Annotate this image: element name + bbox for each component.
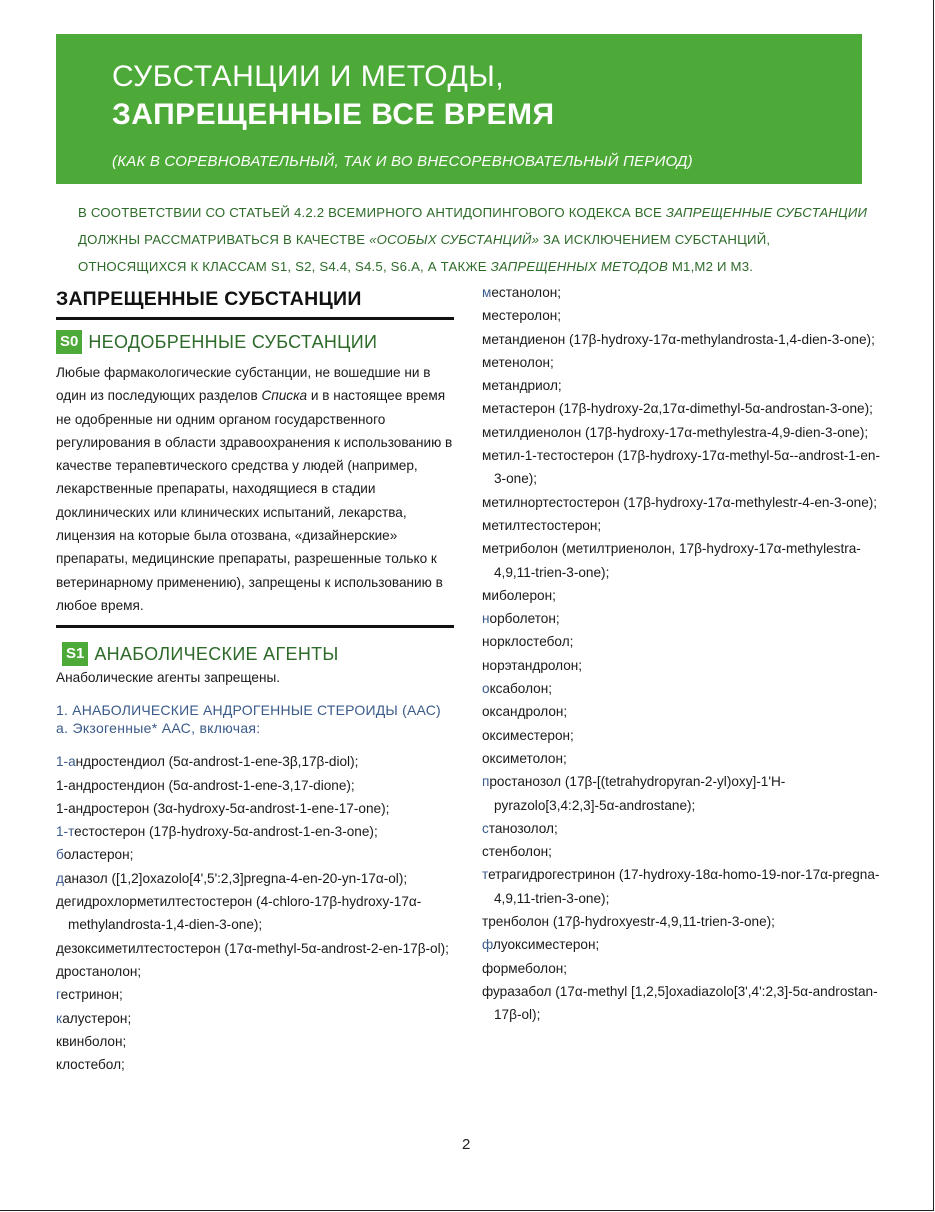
list-item (482, 281, 892, 304)
page-number: 2 (462, 1136, 471, 1153)
item-text: естанолон; (491, 285, 562, 300)
list-item (482, 817, 892, 840)
intro-part3: ЗА ИСКЛЮЧЕНИЕМ СУБСТАНЦИЙ, ОТНОСЯЩИХСЯ К КЛАССАМ S1, S2, S4.4, S4.5, S6.А, А ТАКЖЕ (78, 232, 771, 274)
item-text: луоксиместерон; (492, 937, 600, 953)
s1-label: АНАБОЛИЧЕСКИЕ АГЕНТЫ (94, 643, 339, 664)
list-item (56, 843, 454, 866)
item-text: квинболон; (56, 1033, 127, 1049)
item-text: оксандролон; (482, 704, 568, 720)
section-divider (56, 625, 454, 628)
s1-heading (56, 640, 454, 668)
item-initial: б (56, 847, 64, 863)
s0-badge: S0 (56, 330, 82, 354)
list-item (482, 770, 892, 817)
item-text: метилтестостерон; (482, 517, 602, 533)
item-text: стенболон; (482, 844, 552, 860)
list-item (482, 607, 892, 630)
list-item (56, 983, 454, 1006)
intro-italic3: ЗАПРЕЩЕННЫХ МЕТОДОВ (490, 259, 668, 274)
intro-part2: ДОЛЖНЫ РАССМАТРИВАТЬСЯ В КАЧЕСТВЕ (78, 232, 370, 247)
item-text: норэтандролон; (482, 657, 583, 673)
item-text: метастерон (17β-hydroxy-2α,17α-dimethyl-5α-androstan-3-one); (482, 401, 873, 417)
list-item (482, 840, 892, 863)
item-text: ксаболон; (489, 681, 552, 697)
item-text: клостебол; (56, 1057, 125, 1073)
s0-text-italic: Списка (261, 388, 308, 404)
item-initial: п (482, 774, 490, 790)
item-text: 1-андростендион (5α-androst-1-ene-3,17-dione); (56, 777, 355, 793)
list-item (482, 910, 892, 933)
list-item (482, 980, 892, 1027)
list-item (482, 537, 892, 584)
item-text: орболетон; (489, 611, 560, 627)
item-text: оксиместерон; (482, 727, 574, 743)
intro-italic2: «ОСОБЫХ СУБСТАНЦИЙ» (369, 232, 540, 247)
list-item (482, 374, 892, 397)
substance-list-left (56, 750, 454, 1076)
item-initial: к (56, 1010, 63, 1026)
s0-heading (56, 328, 454, 356)
list-item (482, 421, 892, 444)
item-text: етрагидрогестринон (17-hydroxy-18α-homo-19-nor-17α-pregna-4,9,11-trien-3-one); (488, 867, 880, 906)
list-item (482, 957, 892, 980)
item-text: миболерон; (482, 587, 556, 603)
list-item (482, 584, 892, 607)
s1-badge: S1 (62, 642, 88, 666)
intro-italic1: ЗАПРЕЩЕННЫЕ СУБСТАНЦИИ (665, 205, 868, 220)
item-text: оластерон; (63, 847, 134, 863)
list-item (482, 397, 892, 420)
list-item (482, 304, 892, 327)
list-item (56, 750, 454, 773)
list-item (482, 444, 892, 491)
item-text: метилнортестостерон (17β-hydroxy-17α-methylestr-4-en-3-one); (482, 494, 878, 510)
item-text: алустерон; (62, 1010, 132, 1026)
item-text: ростанозол (17β-[(tetrahydropyran-2-yl)oxy]-1'H-pyrazolo[3,4:2,3]-5α-androstane); (489, 774, 786, 813)
banner-title-line1: СУБСТАНЦИИ И МЕТОДЫ, (112, 60, 505, 93)
list-item (482, 933, 892, 956)
item-text: метенолон; (482, 354, 554, 370)
item-text: дегидрохлорметилтестостерон (4-chloro-17β-hydroxy-17α-methylandrosta-1,4-dien-3-one); (56, 894, 422, 933)
list-item (56, 797, 454, 820)
list-item (56, 820, 454, 843)
item-text: естринон; (60, 987, 123, 1003)
item-text: формеболон; (482, 960, 568, 976)
item-initial: г (56, 987, 61, 1003)
list-item (482, 491, 892, 514)
item-text: естостерон (17β-hydroxy-5α-androst-1-en-3-one); (74, 824, 378, 840)
s1-description: Анаболические агенты запрещены. (56, 670, 281, 686)
right-column (482, 281, 892, 1027)
list-item (56, 867, 454, 890)
item-text: оксиметолон; (482, 750, 567, 766)
item-text: метилдиенолон (17β-hydroxy-17α-methylestra-4,9-dien-3-one); (482, 424, 869, 440)
section-title: ЗАПРЕЩЕННЫЕ СУБСТАНЦИИ (56, 288, 454, 320)
list-item (482, 328, 892, 351)
list-item (56, 1030, 454, 1053)
list-item (482, 351, 892, 374)
item-text: норклостебол; (482, 634, 574, 650)
item-initial: с (482, 820, 489, 836)
list-item (482, 677, 892, 700)
s0-description (56, 361, 454, 617)
item-initial: 1-т (56, 824, 75, 840)
aas-subheading: a. Экзогенные* ААС, включая: (56, 720, 261, 737)
item-text: дезоксиметилтестостерон (17α-methyl-5α-androst-2-en-17β-ol); (56, 940, 449, 956)
item-text: метандриол; (482, 378, 562, 394)
banner-subtitle: (КАК В СОРЕВНОВАТЕЛЬНЫЙ, ТАК И ВО ВНЕСОРЕВНОВАТЕЛЬНЫЙ ПЕРИОД) (112, 153, 693, 170)
intro-part4: М1,М2 И М3. (667, 259, 754, 274)
list-item (56, 1007, 454, 1030)
item-text: метриболон (метилтриенолон, 17β-hydroxy-17α-methylestra-4,9,11-trien-3-one); (482, 541, 861, 580)
intro-part1: В СООТВЕТСТВИИ СО СТАТЬЕЙ 4.2.2 ВСЕМИРНОГО АНТИДОПИНГОВОГО КОДЕКСА ВСЕ (78, 205, 666, 220)
list-item (482, 747, 892, 770)
banner-title-line2: ЗАПРЕЩЕННЫЕ ВСЕ ВРЕМЯ (112, 98, 555, 131)
aas-heading: 1. АНАБОЛИЧЕСКИЕ АНДРОГЕННЫЕ СТЕРОИДЫ (ААС) (56, 702, 441, 719)
item-initial: н (482, 611, 490, 627)
list-item (482, 630, 892, 653)
list-item (56, 774, 454, 797)
item-initial: д (56, 870, 64, 886)
list-item (56, 1053, 454, 1076)
s0-label: НЕОДОБРЕННЫЕ СУБСТАНЦИИ (88, 331, 378, 352)
item-text: танозолол; (488, 820, 558, 836)
item-text: аназол ([1,2]oxazolo[4',5':2,3]pregna-4-en-20-yn-17α-ol); (63, 870, 408, 886)
s0-text-part2: и в настоящее время не одобренные ни одним органом государственного регулирования в области здравоохранения к использованию в качестве терапевтического средства у людей (например, лекарственные препараты, находящиеся в стадии доклинических или клинических испытаний, лекарства, лицензия на которые была отозвана, «дизайнерские» препараты, медицинские препараты, разрешенные только к ветеринарному применению), запрещены к использованию в любое время. (56, 388, 453, 613)
item-initial: о (482, 681, 490, 697)
item-text: местеролон; (482, 308, 562, 324)
item-initial: м (482, 285, 492, 300)
left-column (56, 288, 454, 1076)
list-item (56, 937, 454, 960)
item-text: фуразабол (17α-methyl [1,2,5]oxadiazolo[3',4':2,3]-5α-androstan-17β-ol); (482, 983, 878, 1023)
list-item (482, 514, 892, 537)
item-initial: ф (482, 937, 493, 953)
item-text: тренболон (17β-hydroxyestr-4,9,11-trien-3-one); (482, 914, 775, 930)
list-item (482, 724, 892, 747)
list-item (56, 890, 454, 937)
item-initial: 1-а (56, 754, 76, 770)
item-text: 1-андростерон (3α-hydroxy-5α-androst-1-ene-17-one); (56, 800, 390, 816)
substance-list-right (482, 281, 892, 1027)
list-item (482, 654, 892, 677)
item-text: ндростендиол (5α-androst-1-ene-3β,17β-diol); (75, 754, 359, 770)
intro-paragraph (78, 199, 868, 280)
item-initial: т (482, 867, 489, 883)
list-item (56, 960, 454, 983)
item-text: метандиенон (17β-hydroxy-17α-methylandrosta-1,4-dien-3-one); (482, 331, 875, 347)
list-item (482, 863, 892, 910)
header-banner (56, 34, 862, 184)
item-text: метил-1-тестостерон (17β-hydroxy-17α-methyl-5α--androst-1-en-3-one); (482, 448, 880, 487)
s0-text-part1: Любые фармакологические субстанции, не вошедшие ни в один из последующих разделов (56, 365, 431, 404)
list-item (482, 700, 892, 723)
item-text: дростанолон; (56, 963, 142, 979)
